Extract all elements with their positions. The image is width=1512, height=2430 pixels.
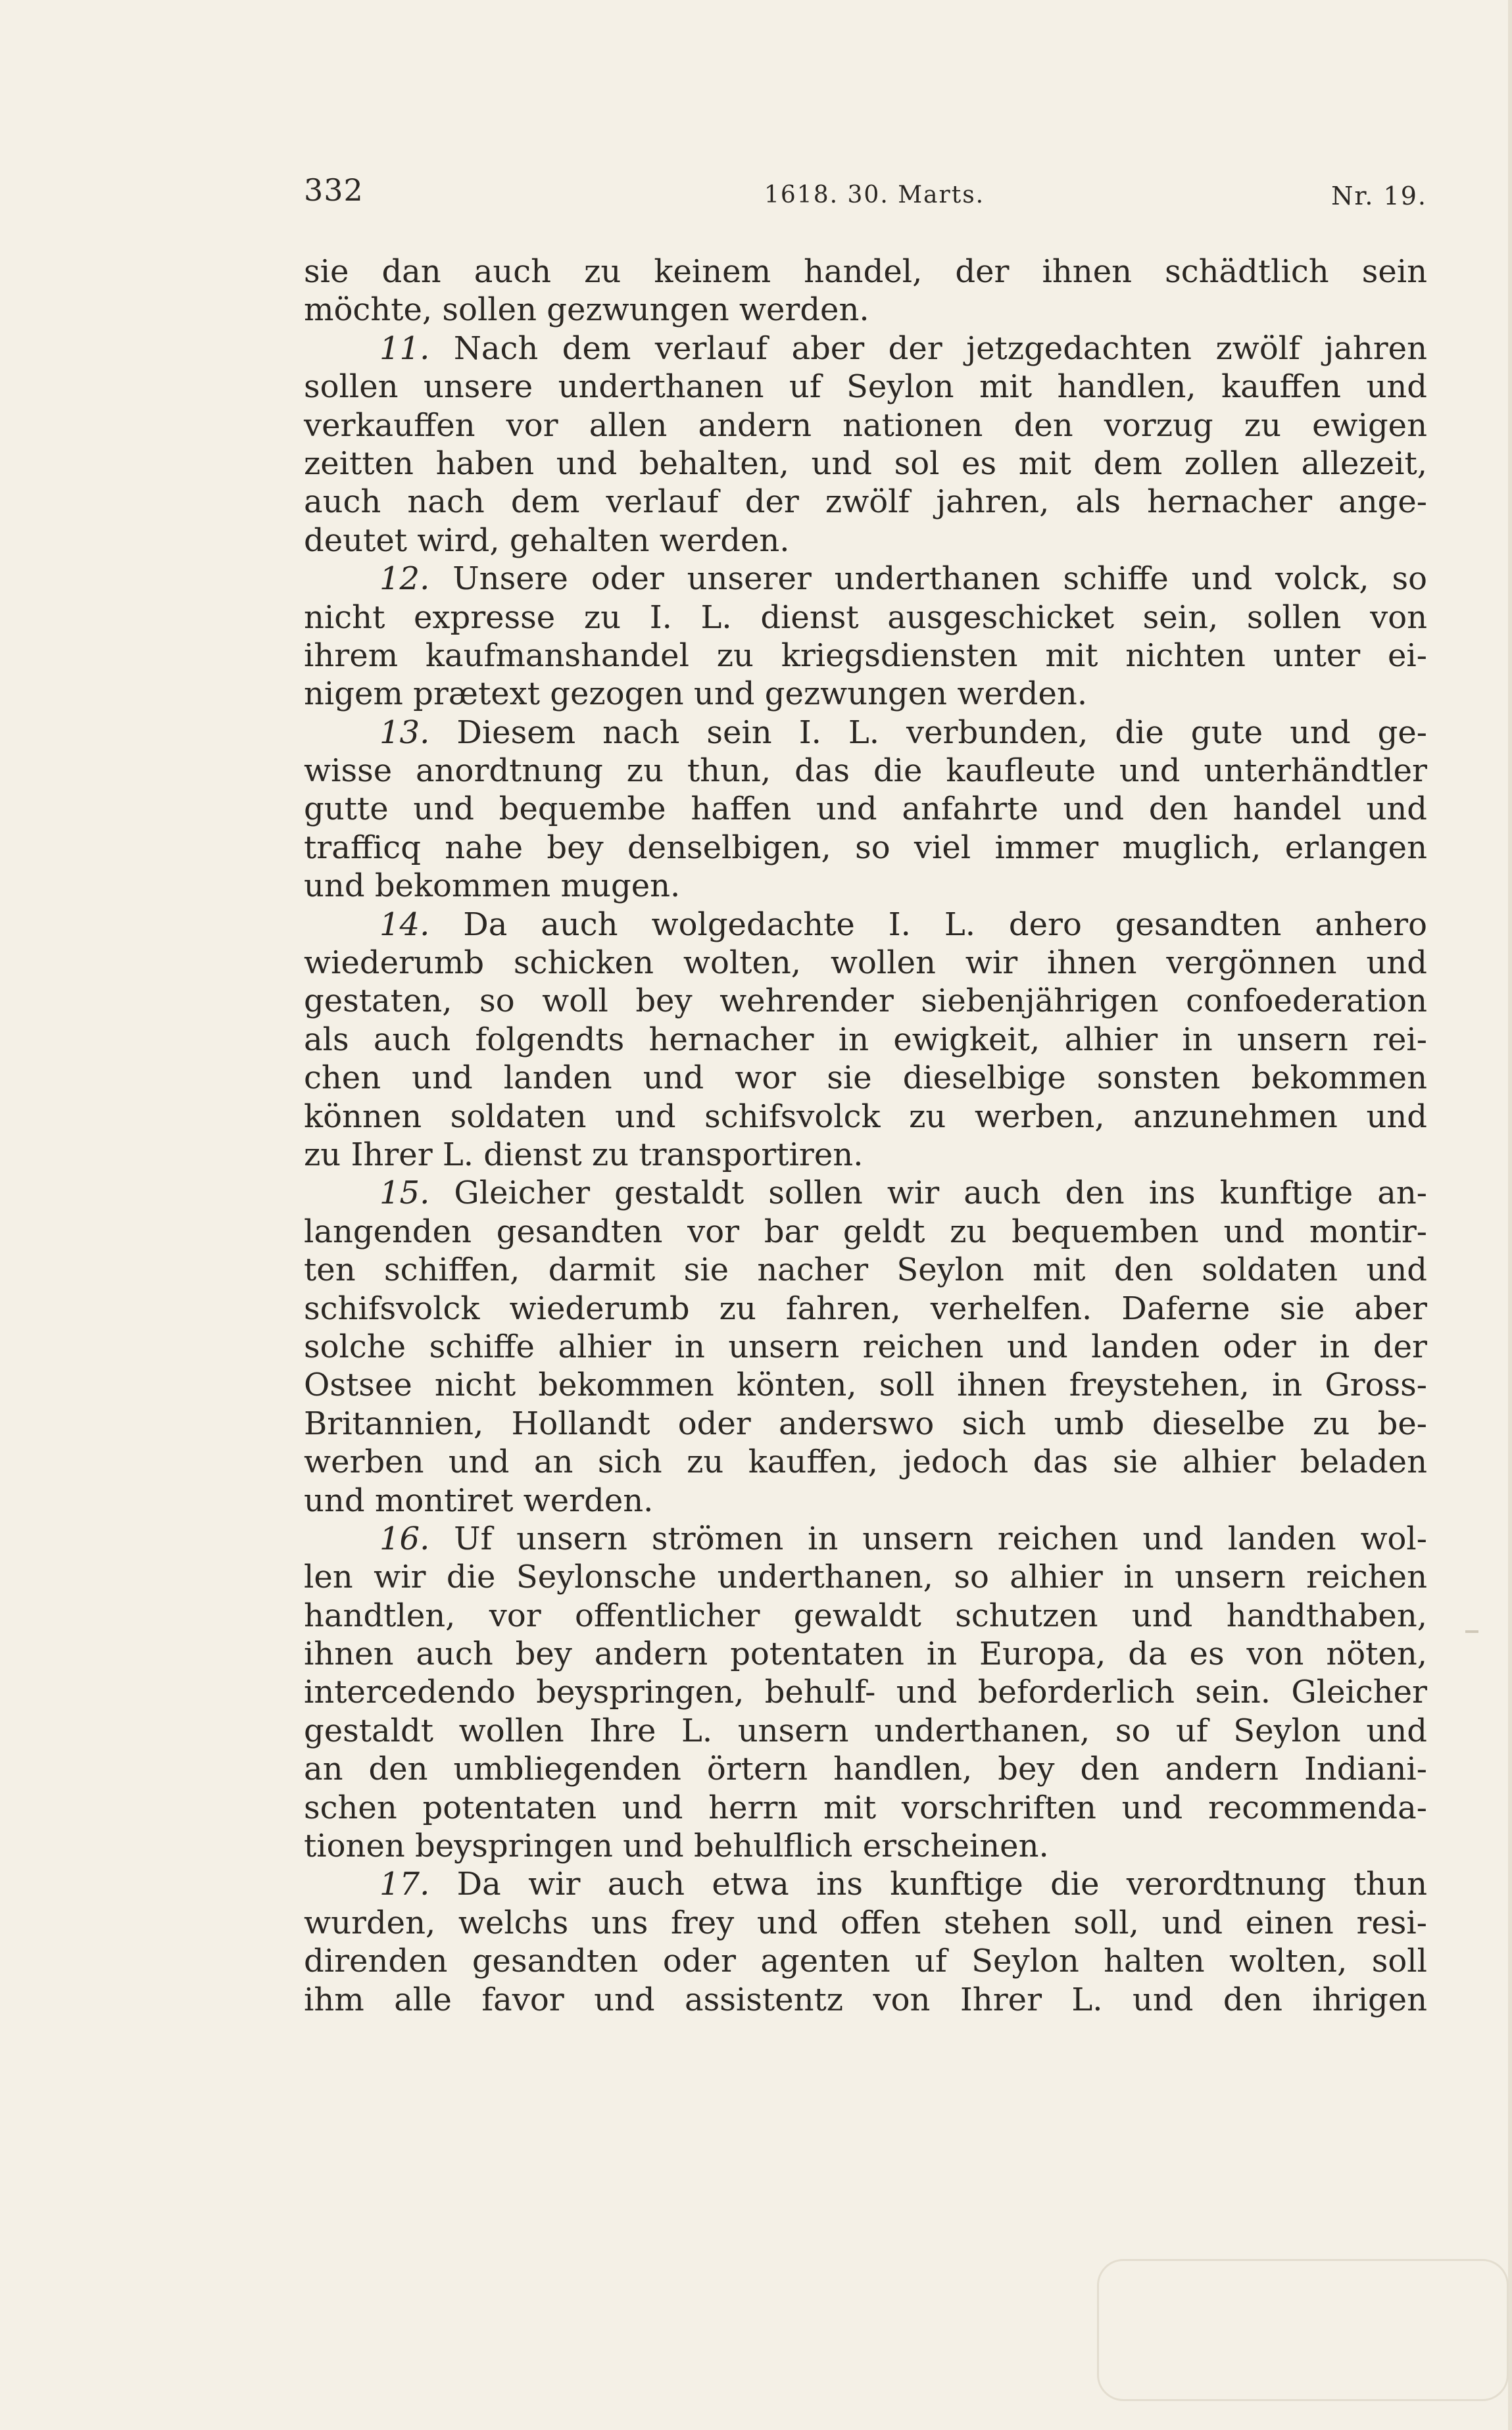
line-text: solche schiffe alhier in unsern reichen und landen oder in der — [304, 1328, 1427, 1365]
text-line — [304, 483, 1427, 521]
text-line — [304, 1520, 1427, 1558]
page-edge — [1508, 0, 1512, 2430]
line-text: als auch folgendts hernacher in ewigkeit, alhier in unsern rei- — [304, 1021, 1427, 1058]
text-line — [304, 406, 1427, 445]
text-line — [304, 752, 1427, 790]
paragraph-number: 13. — [379, 714, 430, 751]
line-text: und bekommen mugen. — [304, 867, 681, 905]
text-line — [304, 1366, 1427, 1404]
line-text: Da auch wolgedachte I. L. dero gesandten anhero — [463, 906, 1427, 943]
text-line — [304, 1712, 1427, 1750]
line-text: Nach dem verlauf aber der jetzgedachten zwölf jahren — [453, 329, 1427, 367]
line-text: werben und an sich zu kauffen, jedoch das sie alhier beladen — [304, 1444, 1427, 1481]
text-line — [304, 1827, 1427, 1865]
line-text: gestaten, so woll bey wehrender siebenjährigen confoederation — [304, 983, 1427, 1020]
paragraph-number: 11. — [379, 329, 430, 367]
text-line — [304, 1482, 1427, 1520]
text-line — [304, 368, 1427, 406]
text-line — [304, 1290, 1427, 1328]
line-text: chen und landen und wor sie dieselbige sonsten bekommen — [304, 1059, 1427, 1097]
line-text: Diesem nach sein I. L. verbunden, die gute und ge- — [456, 714, 1427, 751]
running-header — [304, 172, 1427, 218]
line-text: intercedendo beyspringen, behulf- und beforderlich sein. Gleicher — [304, 1674, 1427, 1711]
line-text: schifsvolck wiederumb zu fahren, verhelfen. Daferne sie aber — [304, 1290, 1427, 1327]
text-line — [304, 1904, 1427, 1942]
line-text: Uf unsern strömen in unsern reichen und landen wol- — [454, 1520, 1427, 1557]
line-text: ihrem kaufmanshandel zu kriegsdiensten mit nichten unter ei- — [304, 637, 1427, 674]
text-line — [304, 1558, 1427, 1596]
line-text: wiederumb schicken wolten, wollen wir ihnen vergönnen und — [304, 944, 1427, 982]
text-line — [304, 906, 1427, 944]
text-line — [304, 637, 1427, 675]
text-line — [304, 790, 1427, 828]
text-line — [304, 1328, 1427, 1366]
line-text: ihm alle favor und assistentz von Ihrer L. und den ihrigen — [304, 1981, 1427, 2018]
line-text: Britannien, Hollandt oder anderswo sich umb dieselbe zu be- — [304, 1405, 1427, 1442]
text-line — [304, 714, 1427, 752]
line-text: verkauffen vor allen andern nationen den vorzug zu ewigen — [304, 406, 1427, 444]
line-text: gestaldt wollen Ihre L. unsern underthanen, so uf Seylon und — [304, 1712, 1427, 1749]
text-line — [304, 1136, 1427, 1174]
line-text: deutet wird, gehalten werden. — [304, 522, 790, 559]
scan-corner-mark — [1097, 2259, 1509, 2401]
line-text: an den umbliegenden örtern handlen, bey den andern Indiani- — [304, 1751, 1427, 1788]
text-line — [304, 1443, 1427, 1481]
line-text: wisse anordtnung zu thun, das die kaufleute und unterhändtler — [304, 752, 1427, 790]
document-number: Nr. 19. — [1331, 182, 1427, 210]
line-text: langenden gesandten vor bar geldt zu bequemben und montir- — [304, 1213, 1427, 1250]
line-text: gutte und bequembe haffen und anfahrte und den handel und — [304, 790, 1427, 828]
text-line — [304, 329, 1427, 368]
line-text: möchte, sollen gezwungen werden. — [304, 291, 869, 329]
line-text: Ostsee nicht bekommen könten, soll ihnen freystehen, in Gross- — [304, 1367, 1427, 1404]
text-line — [304, 1750, 1427, 1788]
line-text: direnden gesandten oder agenten uf Seylon halten wolten, soll — [304, 1943, 1427, 1980]
line-text: ihnen auch bey andern potentaten in Europa, da es von nöten, — [304, 1636, 1427, 1673]
line-text: handtlen, vor offentlicher gewaldt schutzen und handthaben, — [304, 1597, 1427, 1634]
text-line — [304, 560, 1427, 598]
text-line — [304, 1213, 1427, 1251]
line-text: zu Ihrer L. dienst zu transportiren. — [304, 1136, 864, 1173]
line-text: schen potentaten und herrn mit vorschriften und recommenda- — [304, 1789, 1427, 1826]
text-line — [304, 829, 1427, 867]
margin-mark — [1465, 1630, 1478, 1633]
line-text: zeitten haben und behalten, und sol es mit dem zollen allezeit, — [304, 445, 1427, 482]
text-line — [304, 598, 1427, 637]
line-text: Gleicher gestaldt sollen wir auch den ins kunftige an- — [454, 1175, 1427, 1212]
line-text: sie dan auch zu keinem handel, der ihnen schädtlich sein — [304, 253, 1427, 290]
line-text: nigem prætext gezogen und gezwungen werden. — [304, 675, 1088, 713]
paragraph-number: 15. — [379, 1175, 430, 1212]
line-text: und montiret werden. — [304, 1482, 654, 1519]
text-line — [304, 445, 1427, 483]
text-line — [304, 1059, 1427, 1097]
text-line — [304, 675, 1427, 713]
text-line — [304, 1098, 1427, 1136]
line-text: sollen unsere underthanen uf Seylon mit handlen, kauffen und — [304, 368, 1427, 406]
text-line — [304, 1673, 1427, 1711]
line-text: auch nach dem verlauf der zwölf jahren, als hernacher ange- — [304, 483, 1427, 521]
body-text — [304, 253, 1427, 2019]
line-text: ten schiffen, darmit sie nacher Seylon mit den soldaten und — [304, 1251, 1427, 1289]
line-text: trafficq nahe bey denselbigen, so viel immer muglich, erlangen — [304, 829, 1427, 866]
text-line — [304, 1174, 1427, 1212]
line-text: tionen beyspringen und behulflich erscheinen. — [304, 1828, 1049, 1865]
text-line — [304, 1942, 1427, 1980]
text-line — [304, 982, 1427, 1020]
text-line — [304, 867, 1427, 905]
text-line — [304, 1981, 1427, 2019]
text-line — [304, 1021, 1427, 1059]
line-text: Unsere oder unserer underthanen schiffe und volck, so — [452, 560, 1427, 598]
paragraph-number: 14. — [379, 906, 430, 943]
text-line — [304, 1789, 1427, 1827]
line-text: nicht expresse zu I. L. dienst ausgeschicket sein, sollen von — [304, 598, 1427, 636]
paragraph-number: 16. — [379, 1520, 430, 1557]
line-text: können soldaten und schifsvolck zu werben, anzunehmen und — [304, 1098, 1427, 1135]
line-text: wurden, welchs uns frey und offen stehen soll, und einen resi- — [304, 1904, 1427, 1941]
text-line — [304, 1865, 1427, 1903]
text-line — [304, 1251, 1427, 1289]
paragraph-number: 12. — [379, 560, 430, 598]
text-line — [304, 253, 1427, 291]
page-number: 332 — [304, 172, 364, 208]
text-line — [304, 1635, 1427, 1673]
paragraph-number: 17. — [379, 1866, 430, 1903]
text-line — [304, 522, 1427, 560]
text-line — [304, 1405, 1427, 1443]
text-line — [304, 944, 1427, 982]
text-line — [304, 291, 1427, 329]
text-line — [304, 1597, 1427, 1635]
running-date: 1618. 30. Marts. — [764, 182, 985, 208]
line-text: len wir die Seylonsche underthanen, so alhier in unsern reichen — [304, 1559, 1427, 1596]
line-text: Da wir auch etwa ins kunftige die verordtnung thun — [456, 1866, 1427, 1903]
